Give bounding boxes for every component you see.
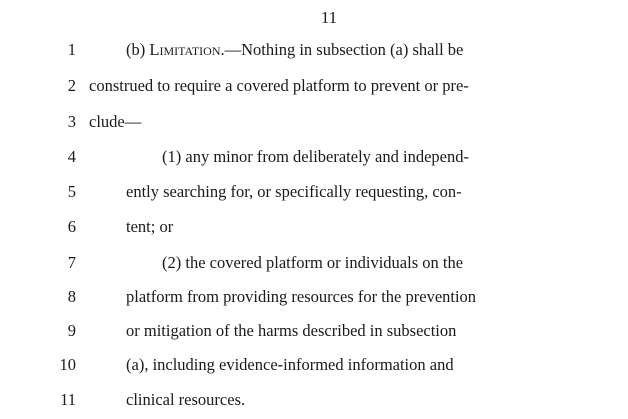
line-number: 6 xyxy=(67,217,76,236)
line-number: 10 xyxy=(59,355,76,374)
document-line xyxy=(0,180,628,204)
document-line xyxy=(0,74,628,98)
line-text: (1) any minor from deliberately and independ- xyxy=(162,147,469,166)
line-number: 3 xyxy=(67,112,76,131)
line-number: 2 xyxy=(67,76,76,95)
document-line xyxy=(0,251,628,275)
line-number: 8 xyxy=(67,287,76,306)
line-text: platform from providing resources for the prevention xyxy=(126,287,477,306)
heading-limitation: Limitation xyxy=(149,40,221,59)
line-text: construed to require a covered platform to prevent or pre- xyxy=(89,76,469,95)
document-line xyxy=(0,145,628,169)
line-text: tent; or xyxy=(126,217,174,236)
document-line xyxy=(0,38,628,62)
line-text: clude— xyxy=(89,112,142,131)
document-line xyxy=(0,388,628,412)
document-line xyxy=(0,353,628,377)
document-line xyxy=(0,215,628,239)
line-text: (a), including evidence-informed information and xyxy=(126,355,454,374)
line-number: 1 xyxy=(67,40,76,59)
document-line xyxy=(0,110,628,134)
line-text: (b) Limitation.—Nothing in subsection (a) shall be xyxy=(126,40,464,59)
document-line xyxy=(0,319,628,343)
page-number: 11 xyxy=(320,8,338,27)
line-number: 7 xyxy=(67,253,76,272)
line-text: ently searching for, or specifically requesting, con- xyxy=(126,182,462,201)
line-number: 11 xyxy=(60,390,76,409)
line-number: 9 xyxy=(67,321,76,340)
line-text: clinical resources. xyxy=(126,390,246,409)
line-number: 4 xyxy=(67,147,76,166)
line-text: (2) the covered platform or individuals on the xyxy=(162,253,464,272)
line-number: 5 xyxy=(67,182,76,201)
document-line xyxy=(0,285,628,309)
line-text: or mitigation of the harms described in subsection xyxy=(126,321,457,340)
